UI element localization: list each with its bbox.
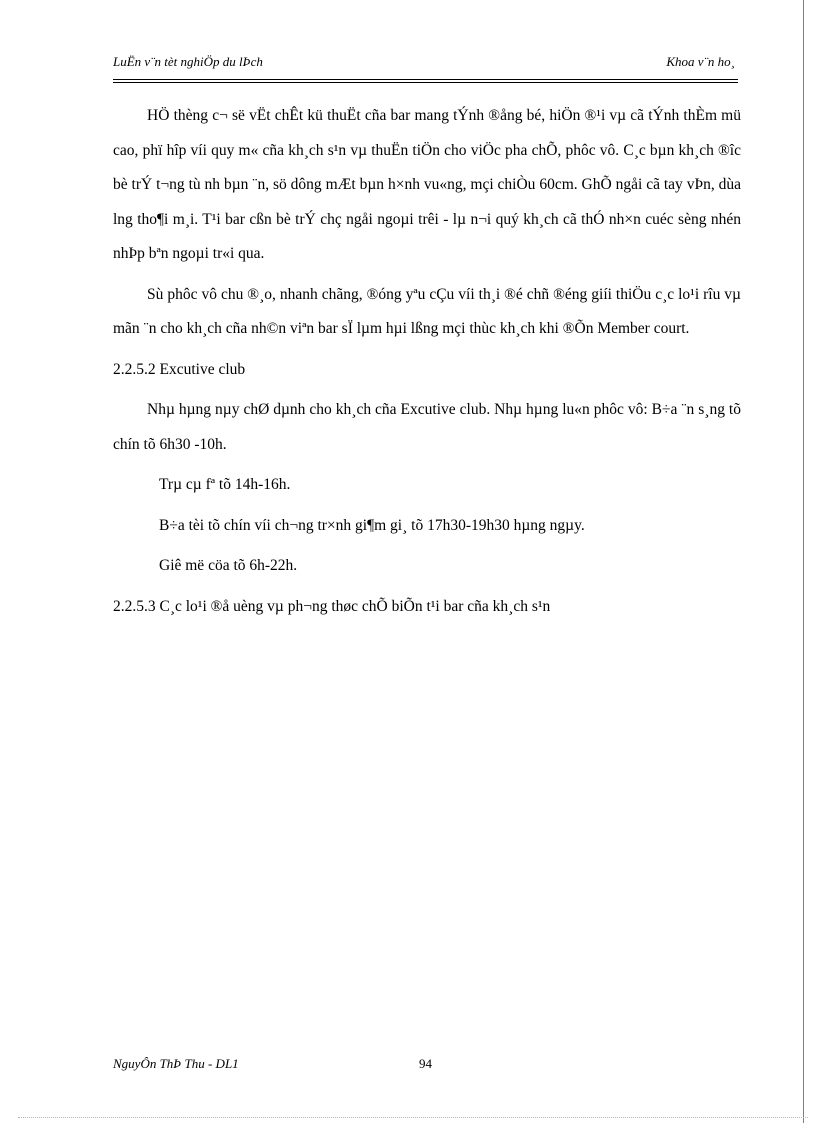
- page-number: 94: [419, 1056, 432, 1071]
- page-edge-shadow: [803, 0, 804, 1123]
- header-right-department: Khoa v¨n ho¸: [666, 54, 735, 69]
- header-double-rule: [113, 79, 738, 83]
- section-heading-drinks: 2.2.5.3 C¸c lo¹i ®å uèng vµ ph¬ng thøc chÕ biÕn t¹i bar cña kh¸ch s¹n: [113, 597, 551, 615]
- paragraph-bar-service: Sù phôc vô chu ®¸o, nhanh chãng, ®óng yªu cÇu víi th¸i ®é chñ ®éng giíi thiÖu c¸c lo¹i rîu vµ mãn ¨n cho kh¸ch cña nh©n viªn bar sÏ lµm hµi lßng mçi thùc kh¸ch khi ®Õn Member court.: [113, 285, 741, 337]
- section-heading-executive-club: 2.2.5.2 Excutive club: [113, 360, 246, 378]
- header-left-title: LuËn v¨n tèt nghiÖp du lÞch: [113, 54, 263, 69]
- schedule-line-dinner: B÷a tèi tõ chín víi ch¬ng tr×nh gi¶m gi¸ tõ 17h30-19h30 hµng ngµy.: [159, 516, 585, 534]
- footer-author: NguyÔn ThÞ Thu - DL1: [113, 1056, 239, 1071]
- schedule-line-opening-hours: Giê më cöa tõ 6h-22h.: [159, 557, 298, 574]
- paragraph-bar-facilities: HÖ thèng c¬ së vËt chÊt kü thuËt cña bar mang tÝnh ®ång bé, hiÖn ®¹i vµ cã tÝnh thÈm mü cao, phï hîp víi quy m« cña kh¸ch s¹n vµ thuËn tiÖn cho viÖc pha chÕ, phôc vô. C¸c bµn kh¸ch ®îc bè trÝ t¬ng tù nh bµn ¨n, sö dông mÆt bµn h×nh vu«ng, mçi chiÒu 60cm. GhÕ ngåi cã tay vÞn, dùa lng tho¶i m¸i. T¹i bar cßn bè trÝ chç ngåi ngoµi trêi - lµ n¬i quý kh¸ch cã thÓ nh×n cuéc sèng nhén nhÞp bªn ngoµi tr«i qua.: [113, 107, 741, 262]
- page-bottom-edge: [18, 1117, 808, 1119]
- schedule-line-tea-coffee: Trµ cµ fª tõ 14h-16h.: [159, 476, 291, 493]
- page-footer: [113, 1055, 738, 1073]
- document-body: [113, 99, 741, 630]
- paragraph-executive-club: Nhµ hµng nµy chØ dµnh cho kh¸ch cña Excutive club. Nhµ hµng lu«n phôc vô: B÷a ¨n s¸ng tõ chín tõ 6h30 -10h.: [113, 401, 741, 453]
